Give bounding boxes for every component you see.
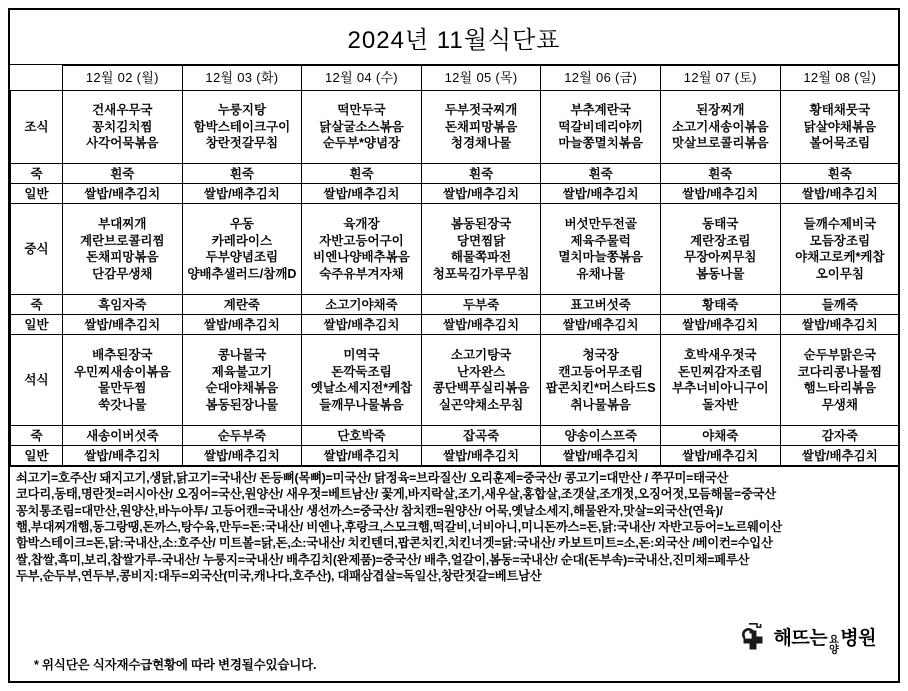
- porridge-1-cell-3: 흰죽: [421, 164, 541, 184]
- dish-name: 청경채나물: [450, 136, 512, 151]
- regular-row-2: [11, 315, 900, 335]
- porridge-row-1: [11, 164, 900, 184]
- dish-name: 돈채피망볶음: [86, 250, 159, 264]
- hospital-logo: [738, 623, 876, 657]
- logo-name: 해뜨는: [773, 627, 828, 649]
- regular-1-cell-1: 쌀밥/배추김치: [182, 184, 302, 204]
- origin-note-line: 쌀,찹쌀,흑미,보리,찹쌀가루-국내산/ 누룽지=국내산/ 배추김치(완제품)=중국산/ 배추,얼갈이,봄동=국내산/ 순대(돈부속)=국내산,진미채=페루산: [16, 552, 750, 567]
- dish-name: 무장아찌무침: [684, 250, 757, 264]
- dish-name: 버섯만두전골: [564, 217, 637, 231]
- lunch-cell-0: [63, 204, 183, 295]
- regular-3-cell-4: 쌀밥/배추김치: [541, 446, 661, 466]
- dish-name: 순두부*양념장: [322, 136, 401, 151]
- dish-name: 맛살브로콜리볶음: [671, 136, 769, 151]
- row-label-porridge-2: 죽: [11, 295, 63, 315]
- porridge-1-cell-0: 흰죽: [63, 164, 183, 184]
- row-label-porridge-1: 죽: [11, 164, 63, 184]
- porridge-3-cell-1: 순두부죽: [182, 426, 302, 446]
- dish-name: 모듬장조림: [809, 233, 871, 248]
- dish-name: 창란젓갈무침: [205, 136, 279, 151]
- dish-name: 꽁치김치찜: [92, 119, 153, 134]
- porridge-3-cell-0: 새송이버섯죽: [63, 426, 183, 446]
- dish-name: 두부젓국찌개: [444, 103, 518, 118]
- dish-name: 들깨무나물볶음: [319, 397, 404, 412]
- logo-text: [774, 623, 876, 657]
- date-header-5: 12월 07 (토): [660, 66, 780, 91]
- dish-name: 물만두찜: [98, 381, 147, 395]
- date-header-0: 12월 02 (월): [63, 66, 183, 91]
- dish-name: 햄느타리볶음: [803, 381, 877, 395]
- regular-2-cell-0: 쌀밥/배추김치: [63, 315, 183, 335]
- origin-note-line: 코다리,동태,명란젓=러시아산/ 오징어=국산,원양산/ 새우젓=베트남산/ 꽃게,바지락살,조기,새우살,홍합살,조갯살,조개젓,오징어젓,모듬해물=중국산: [16, 487, 776, 502]
- dish-name: 닭살야채볶음: [803, 119, 877, 134]
- title-bar: [10, 10, 898, 65]
- regular-3-cell-6: 쌀밥/배추김치: [780, 446, 900, 466]
- regular-3-cell-5: 쌀밥/배추김치: [660, 446, 780, 466]
- origin-note-line: 꽁치통조림=대만산,원양산,바누아투/ 고등어캔=국내산/ 생선까스=중국산/ 참치캔=원양산/ 어묵,옛날소세지,해물완자,맛살=외국산(연육)/: [16, 503, 723, 518]
- dish-name: 우민찌새송이볶음: [73, 364, 171, 379]
- porridge-row-3: [11, 426, 900, 446]
- origin-note-line: 함박스테이크=돈,닭:국내산,소:호주산/ 미트볼=닭,돈,소:국내산/ 치킨텐더,팝콘치킨,치킨너겟=닭:국내산/ 카보트미트=소,돈:외국산 /베이컨=수입산: [16, 536, 773, 551]
- logo-sub-bottom: 양: [829, 644, 839, 656]
- dish-name: 숙주유부겨자채: [319, 266, 404, 281]
- dish-name: 비엔나양배추볶음: [313, 250, 410, 264]
- dish-name: 사각어묵볶음: [86, 136, 159, 151]
- dish-name: 떡갈비데리야끼: [558, 119, 643, 134]
- logo-sub: [829, 636, 838, 656]
- dinner-cell-5: [660, 335, 780, 426]
- row-label-regular-2: 일반: [11, 315, 63, 335]
- meal-plan-sheet: [8, 8, 900, 683]
- dish-name: 배추된장국: [92, 348, 153, 362]
- dish-name: 계란브로콜리찜: [80, 233, 165, 248]
- table-header-row: [11, 66, 900, 91]
- porridge-3-cell-5: 야채죽: [660, 426, 780, 446]
- row-label-regular-1: 일반: [11, 184, 63, 204]
- cross-icon: [738, 623, 768, 657]
- row-label-dinner: 석식: [11, 335, 63, 426]
- porridge-row-2: [11, 295, 900, 315]
- dish-name: 계란장조림: [690, 233, 751, 248]
- regular-1-cell-3: 쌀밥/배추김치: [421, 184, 541, 204]
- row-label-porridge-3: 죽: [11, 426, 63, 446]
- regular-1-cell-0: 쌀밥/배추김치: [63, 184, 183, 204]
- porridge-2-cell-4: 표고버섯죽: [541, 295, 661, 315]
- dinner-cell-0: [63, 335, 183, 426]
- porridge-3-cell-6: 감자죽: [780, 426, 900, 446]
- dish-name: 돈깍둑조림: [331, 364, 392, 379]
- porridge-1-cell-2: 흰죽: [302, 164, 422, 184]
- dinner-cell-2: [302, 335, 422, 426]
- dish-name: 누룽지탕: [217, 103, 267, 118]
- dish-name: 부추계란국: [570, 103, 631, 118]
- dish-name: 제육불고기: [211, 364, 273, 379]
- dish-name: 동태국: [702, 217, 739, 231]
- dinner-cell-4: [541, 335, 661, 426]
- dish-name: 난자완스: [456, 364, 506, 379]
- dish-name: 봄동나물: [696, 266, 745, 281]
- row-label-regular-3: 일반: [11, 446, 63, 466]
- regular-3-cell-3: 쌀밥/배추김치: [421, 446, 541, 466]
- row-label-breakfast: 조식: [11, 91, 63, 164]
- dish-name: 우동: [229, 217, 254, 231]
- date-header-4: 12월 06 (금): [541, 66, 661, 91]
- porridge-1-cell-1: 흰죽: [182, 164, 302, 184]
- dish-name: 팝콘치킨*머스타드S: [545, 381, 656, 395]
- date-header-6: 12월 08 (일): [780, 66, 900, 91]
- dish-name: 당면찜닭: [456, 233, 506, 248]
- dish-name: 자반고등어구이: [319, 233, 404, 248]
- dish-name: 소고기탕국: [450, 348, 512, 362]
- porridge-3-cell-2: 단호박죽: [302, 426, 422, 446]
- dish-name: 마늘쫑멸치볶음: [558, 136, 643, 151]
- dish-name: 볼어묵조림: [809, 136, 871, 151]
- porridge-2-cell-2: 소고기야채죽: [302, 295, 422, 315]
- dish-name: 황태채뭇국: [809, 103, 871, 118]
- dinner-cell-1: [182, 335, 302, 426]
- lunch-cell-4: [541, 204, 661, 295]
- regular-2-cell-5: 쌀밥/배추김치: [660, 315, 780, 335]
- logo-suffix: 병원: [840, 627, 876, 649]
- lunch-cell-3: [421, 204, 541, 295]
- disclaimer-footnote: * 위식단은 식자재수급현황에 따라 변경될수있습니다.: [34, 658, 317, 672]
- breakfast-cell-2: [302, 91, 422, 164]
- dish-name: 닭살굴소스볶음: [319, 119, 404, 134]
- dish-name: 멸치마늘쫑볶음: [558, 250, 643, 264]
- dinner-row: [11, 335, 900, 426]
- porridge-1-cell-5: 흰죽: [660, 164, 780, 184]
- dish-name: 코다리콩나물찜: [797, 364, 883, 379]
- regular-1-cell-4: 쌀밥/배추김치: [541, 184, 661, 204]
- logo-sub-top: 요: [829, 634, 839, 646]
- origin-note-line: 햄,부대찌개햄,동그랑땡,돈까스,탕수육,만두=돈:국내산/ 비엔나,후랑크,스모크햄,떡갈비,너비아니,미니돈까스=돈,닭:국내산/ 자반고등어=노르웨이산: [16, 520, 783, 535]
- dish-name: 함박스테이크구이: [193, 119, 291, 134]
- porridge-2-cell-3: 두부죽: [421, 295, 541, 315]
- row-label-lunch: 중식: [11, 204, 63, 295]
- porridge-2-cell-1: 계란죽: [182, 295, 302, 315]
- regular-2-cell-3: 쌀밥/배추김치: [421, 315, 541, 335]
- dish-name: 야채고로케*케찹: [795, 250, 885, 264]
- menu-table: [10, 65, 900, 466]
- dish-name: 쑥갓나물: [98, 397, 147, 412]
- breakfast-row: [11, 91, 900, 164]
- date-header-1: 12월 03 (화): [182, 66, 302, 91]
- origin-note-line: 두부,순두부,연두부,콩비지:대두=외국산(미국,캐나다,호주산), 대패삼겹살=독일산,창란젓갈=베트남산: [16, 569, 542, 584]
- regular-2-cell-1: 쌀밥/배추김치: [182, 315, 302, 335]
- dish-name: 청포묵김가루무침: [432, 266, 530, 281]
- dish-name: 두부양념조림: [205, 250, 279, 264]
- dish-name: 떡만두국: [337, 103, 386, 118]
- dish-name: 건새우무국: [92, 103, 153, 118]
- date-header-3: 12월 05 (목): [421, 66, 541, 91]
- lunch-cell-1: [182, 204, 302, 295]
- dish-name: 소고기새송이볶음: [671, 119, 769, 134]
- dish-name: 미역국: [343, 348, 380, 362]
- dish-name: 돈민찌감자조림: [678, 364, 763, 379]
- dish-name: 카레라이스: [211, 233, 273, 248]
- dish-name: 옛날소세지전*케찹: [310, 381, 413, 395]
- breakfast-cell-4: [541, 91, 661, 164]
- regular-2-cell-2: 쌀밥/배추김치: [302, 315, 422, 335]
- dish-name: 무생채: [821, 397, 858, 412]
- dish-name: 돌자반: [702, 397, 739, 412]
- regular-1-cell-6: 쌀밥/배추김치: [780, 184, 900, 204]
- dish-name: 양배추샐러드/참깨D: [187, 266, 297, 281]
- regular-row-3: [11, 446, 900, 466]
- regular-2-cell-6: 쌀밥/배추김치: [780, 315, 900, 335]
- page-title: 2024년 11월식단표: [347, 26, 561, 54]
- porridge-3-cell-4: 양송이스프죽: [541, 426, 661, 446]
- lunch-cell-6: [780, 204, 900, 295]
- dish-name: 실곤약채소무침: [438, 397, 524, 412]
- dish-name: 청국장: [582, 348, 619, 362]
- dish-name: 취나물볶음: [570, 397, 631, 412]
- dish-name: 해물쪽파전: [450, 250, 512, 264]
- dish-name: 유채나물: [576, 266, 625, 281]
- porridge-2-cell-6: 들깨죽: [780, 295, 900, 315]
- dish-name: 순두부맑은국: [803, 348, 877, 362]
- breakfast-cell-1: [182, 91, 302, 164]
- dish-name: 콩나물국: [217, 348, 267, 362]
- origin-note-line: 쇠고기=호주산/ 돼지고기,생닭,닭고기=국내산/ 돈등뼈(목뼈)=미국산/ 닭정육=브라질산/ 오리훈제=중국산/ 콩고기=대만산 / 쭈꾸미=태국산: [16, 471, 729, 485]
- dinner-cell-6: [780, 335, 900, 426]
- origin-notes-section: [10, 466, 898, 681]
- dish-name: 된장찌개: [696, 103, 745, 118]
- date-header-2: 12월 04 (수): [302, 66, 422, 91]
- dish-name: 캔고등어무조림: [558, 364, 643, 379]
- regular-3-cell-0: 쌀밥/배추김치: [63, 446, 183, 466]
- porridge-2-cell-0: 흑임자죽: [63, 295, 183, 315]
- dish-name: 콩단백푸실리볶음: [432, 381, 530, 395]
- porridge-1-cell-6: 흰죽: [780, 164, 900, 184]
- dish-name: 육개장: [343, 217, 380, 231]
- regular-1-cell-2: 쌀밥/배추김치: [302, 184, 422, 204]
- breakfast-cell-5: [660, 91, 780, 164]
- corner-cell: [11, 66, 63, 91]
- regular-1-cell-5: 쌀밥/배추김치: [660, 184, 780, 204]
- breakfast-cell-0: [63, 91, 183, 164]
- regular-2-cell-4: 쌀밥/배추김치: [541, 315, 661, 335]
- dish-name: 오이무침: [815, 266, 865, 281]
- dish-name: 순대야채볶음: [205, 381, 279, 395]
- dish-name: 단감무생채: [92, 266, 153, 281]
- regular-3-cell-1: 쌀밥/배추김치: [182, 446, 302, 466]
- porridge-3-cell-3: 잡곡죽: [421, 426, 541, 446]
- dish-name: 봄동된장나물: [205, 397, 279, 412]
- regular-3-cell-2: 쌀밥/배추김치: [302, 446, 422, 466]
- lunch-cell-2: [302, 204, 422, 295]
- breakfast-cell-3: [421, 91, 541, 164]
- lunch-row: [11, 204, 900, 295]
- dish-name: 봄동된장국: [450, 217, 512, 231]
- breakfast-cell-6: [780, 91, 900, 164]
- lunch-cell-5: [660, 204, 780, 295]
- porridge-1-cell-4: 흰죽: [541, 164, 661, 184]
- dish-name: 돈채피망볶음: [444, 119, 518, 134]
- regular-row-1: [11, 184, 900, 204]
- dish-name: 제육주물럭: [570, 233, 631, 248]
- dish-name: 들깨수제비국: [803, 217, 877, 231]
- dish-name: 호박새우젓국: [684, 348, 757, 362]
- dish-name: 부대찌개: [98, 217, 147, 231]
- dinner-cell-3: [421, 335, 541, 426]
- dish-name: 부추너비아니구이: [671, 381, 769, 395]
- porridge-2-cell-5: 황태죽: [660, 295, 780, 315]
